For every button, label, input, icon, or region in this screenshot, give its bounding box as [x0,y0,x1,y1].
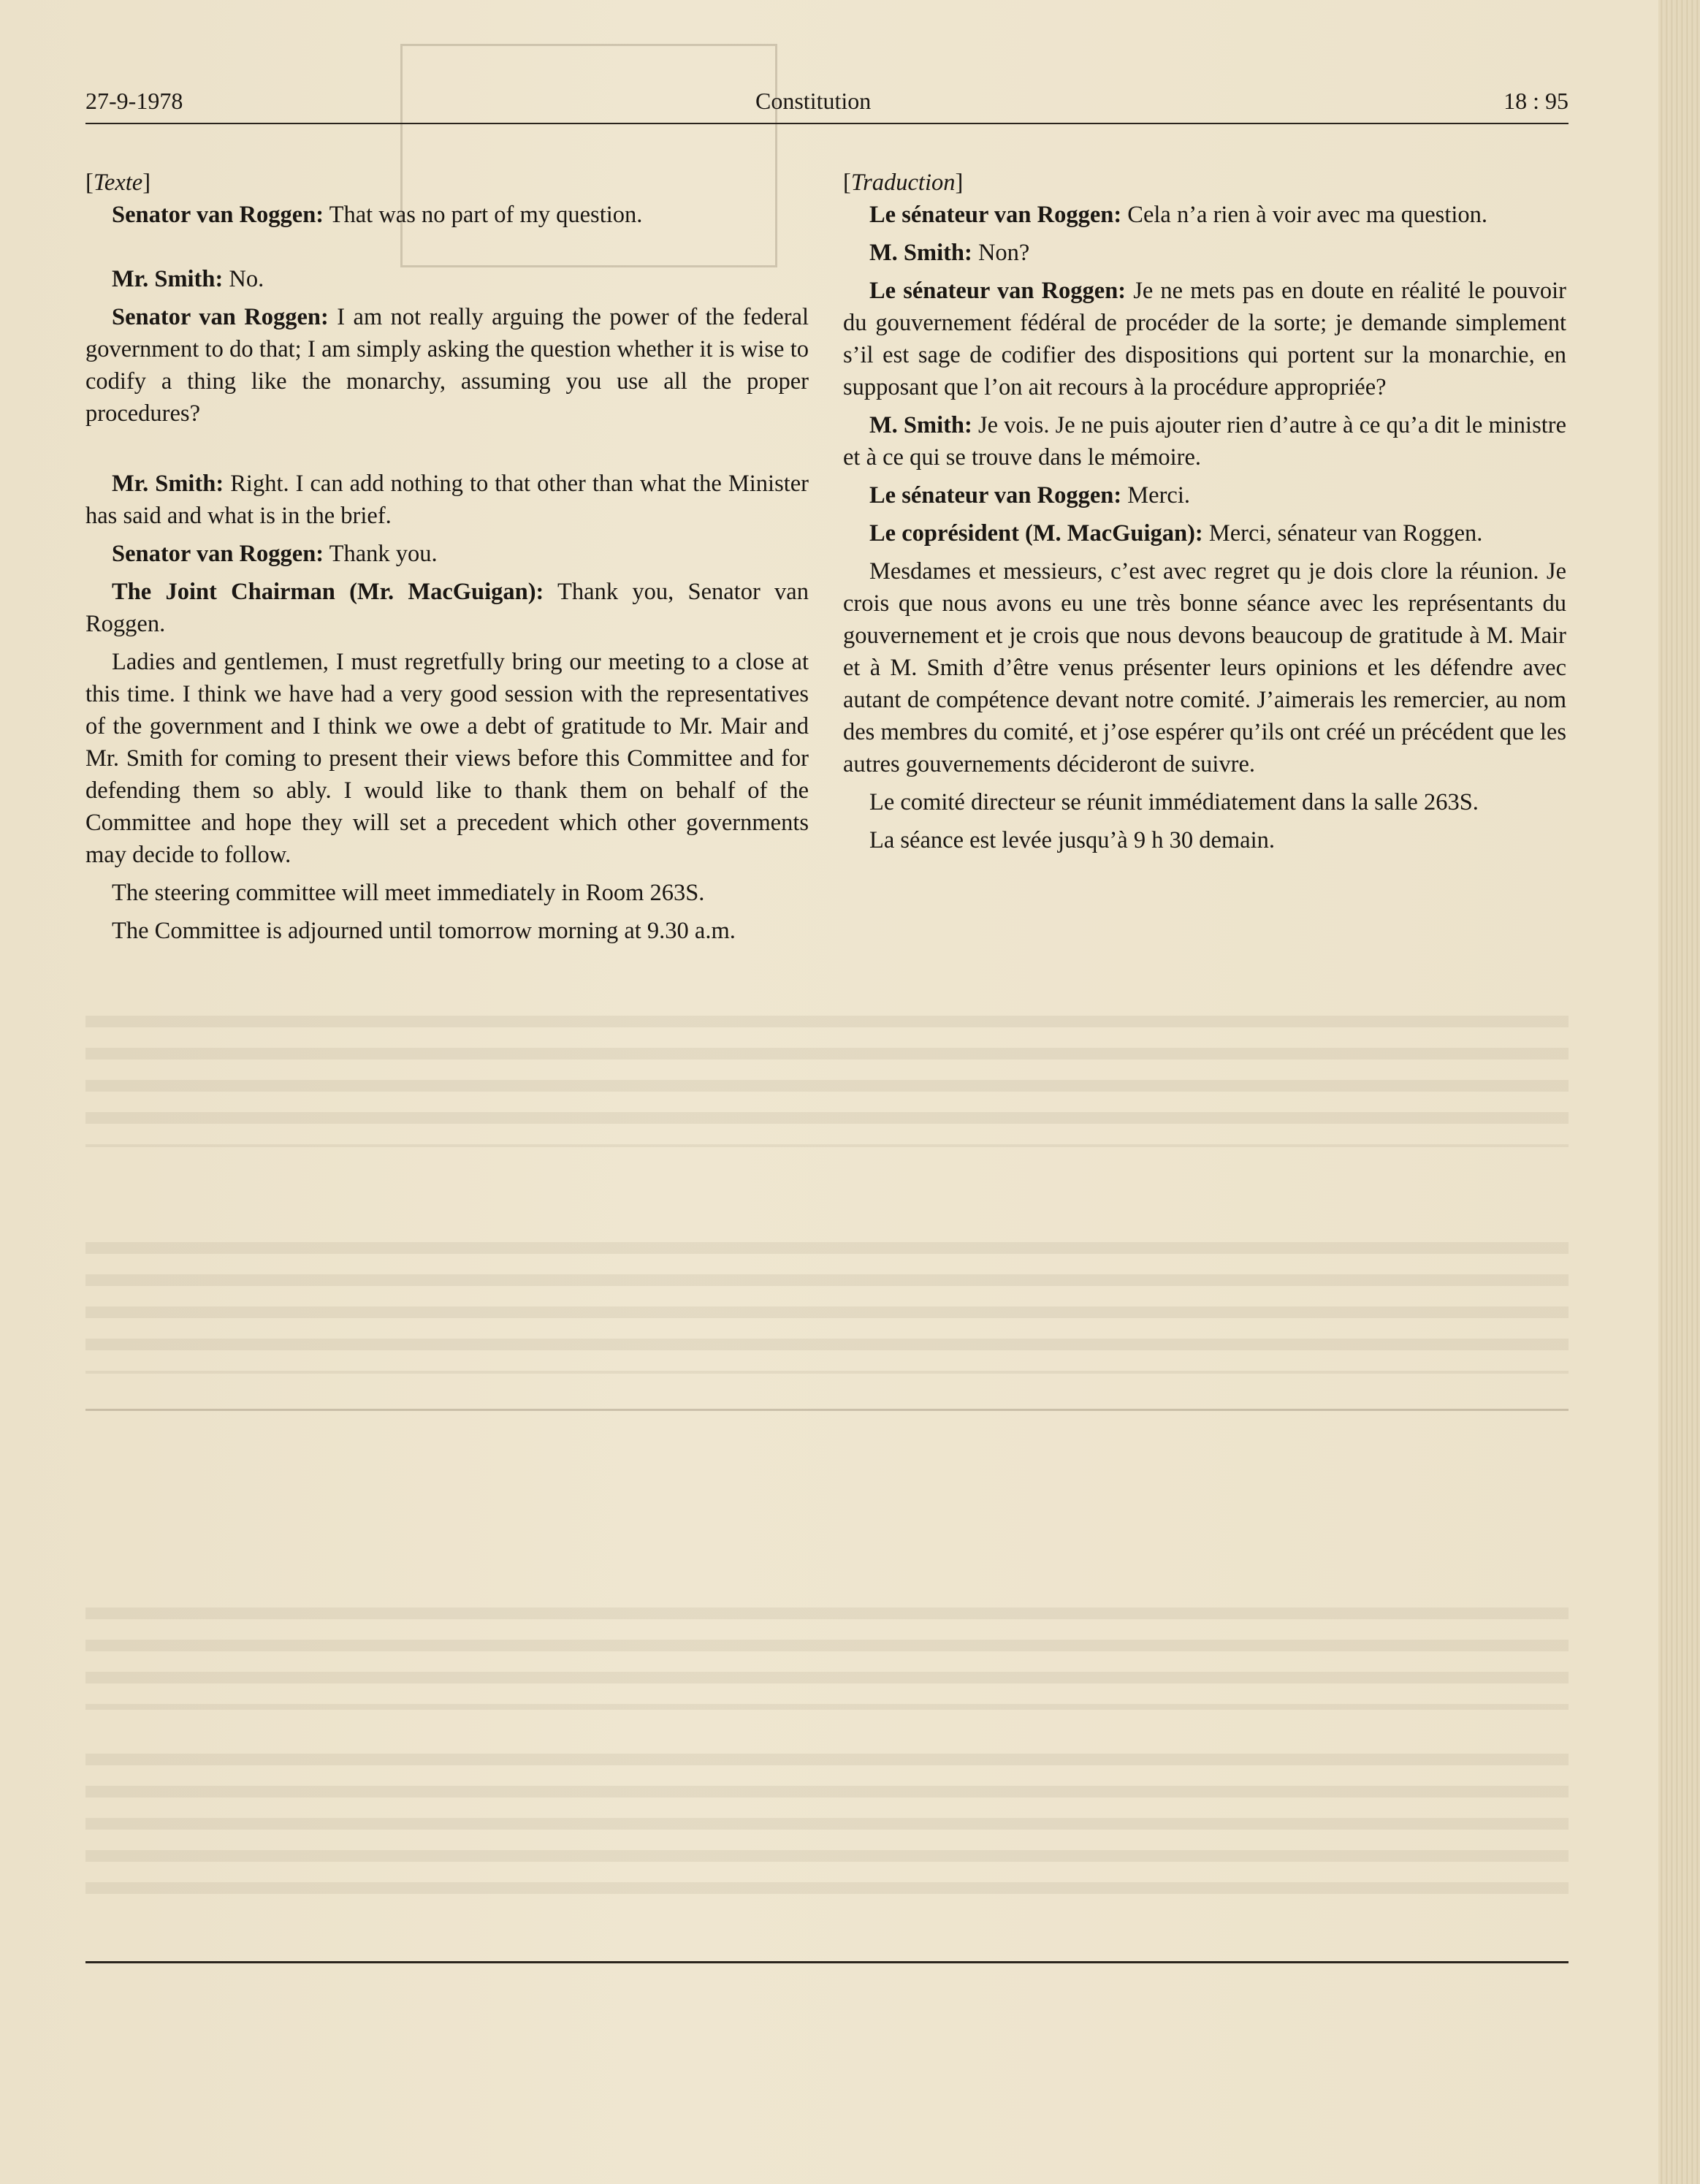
transcript-paragraph [85,263,809,295]
transcript-paragraph [85,199,809,231]
speech-text: No. [223,266,264,292]
french-column [843,167,1566,862]
transcript-paragraph [843,517,1566,549]
running-head [85,88,1569,124]
bleed-through-text-block [85,1016,1569,1147]
speaker-name: The Joint Chairman (Mr. MacGuigan): [112,579,544,605]
speaker-name: Mr. Smith: [112,471,224,497]
speaker-name: Senator van Roggen: [112,202,324,228]
speech-text: The Committee is adjourned until tomorrow morning at 9.30 a.m. [112,918,736,944]
transcript-paragraph [85,646,809,871]
bleed-through-text-block [85,1242,1569,1374]
transcript-paragraph [843,237,1566,269]
transcript-paragraph [85,538,809,570]
transcript-paragraph [843,409,1566,473]
speaker-name: Mr. Smith: [112,266,224,292]
speaker-name: Le sénateur van Roggen: [869,202,1122,228]
header-page-number: 18 : 95 [1503,88,1569,114]
bleed-through-text-block [85,1607,1569,1710]
transcript-paragraph [85,915,809,947]
transcript-paragraph [843,199,1566,231]
header-date: 27-9-1978 [85,88,183,114]
speech-text: Le comité directeur se réunit immédiatement dans la salle 263S. [869,789,1479,815]
transcript-paragraph [85,877,809,909]
transcript-paragraph [843,479,1566,511]
speech-text: Cela n’a rien à voir avec ma question. [1121,202,1488,228]
speaker-name: Le coprésident (M. MacGuigan): [869,520,1203,547]
bleed-through-rule [85,1409,1569,1411]
speaker-name: M. Smith: [869,240,972,266]
transcript-paragraph [843,786,1566,818]
transcript-paragraph [843,275,1566,403]
speaker-name: Senator van Roggen: [112,541,324,567]
transcript-paragraph [85,576,809,640]
page-edge-stack [1658,0,1700,2184]
speech-text: Mesdames et messieurs, c’est avec regret qu je dois clore la réunion. Je crois que nous avons eu une très bonne séance avec les représentants du gouvernement et je crois que nous devons beaucoup de gratitude à M. Mair et à M. Smith d’être venus présenter leurs opinions et les défendre avec autant de compétence devant notre comité. J’aimerais les remercier, au nom des membres du comité, et j’ose espérer qu’ils ont créé un précédent que les autres gouvernements décideront de suivre. [843,558,1566,777]
speaker-name: Le sénateur van Roggen: [869,278,1127,304]
speech-text: I am not really arguing the power of the federal government to do that; I am simply asking the question whether it is wise to codify a thing like the monarchy, assuming you use all the proper procedures? [85,304,809,427]
speech-text: Right. I can add nothing to that other than what the Minister has said and what is in the brief. [85,471,809,529]
transcript-paragraph [843,555,1566,780]
english-column [85,167,809,953]
header-title: Constitution [755,88,872,114]
header-rule [85,123,1569,124]
speech-text: Thank you. [324,541,438,567]
speech-text: Je vois. Je ne puis ajouter rien d’autre à ce qu’a dit le ministre et à ce qui se trouve dans le mémoire. [843,412,1566,471]
column-label-english: [Texte] [85,170,151,196]
speaker-name: Le sénateur van Roggen: [869,482,1122,509]
column-label-french: [Traduction] [843,170,964,196]
transcript-paragraph [85,301,809,430]
speech-text: La séance est levée jusqu’à 9 h 30 demain. [869,827,1275,853]
bleed-through-text-block [85,1754,1569,1914]
speech-text: That was no part of my question. [324,202,643,228]
footer-rule [85,1961,1569,1963]
speech-text: Merci. [1121,482,1191,509]
speech-text: Merci, sénateur van Roggen. [1202,520,1483,547]
speaker-name: M. Smith: [869,412,972,438]
speech-text: Thank you, Senator van Roggen. [85,579,809,637]
speech-text: The steering committee will meet immediately in Room 263S. [112,880,705,906]
speech-text: Ladies and gentlemen, I must regretfully bring our meeting to a close at this time. I think we have had a very good session with the representatives of the government and I think we owe a debt of gratitude to Mr. Mair and Mr. Smith for coming to present their views before this Committee and for defending them so ably. I would like to thank them on behalf of the Committee and hope they will set a precedent which other governments may decide to follow. [85,649,809,868]
transcript-paragraph [843,824,1566,856]
transcript-paragraph [85,468,809,532]
speech-text: Je ne mets pas en doute en réalité le pouvoir du gouvernement fédéral de procéder de la sorte; je demande simplement s’il est sage de codifier des dispositions qui portent sur la monarchie, en supposant que l’on ait recours à la procédure appropriée? [843,278,1566,400]
speech-text: Non? [972,240,1030,266]
speaker-name: Senator van Roggen: [112,304,329,330]
